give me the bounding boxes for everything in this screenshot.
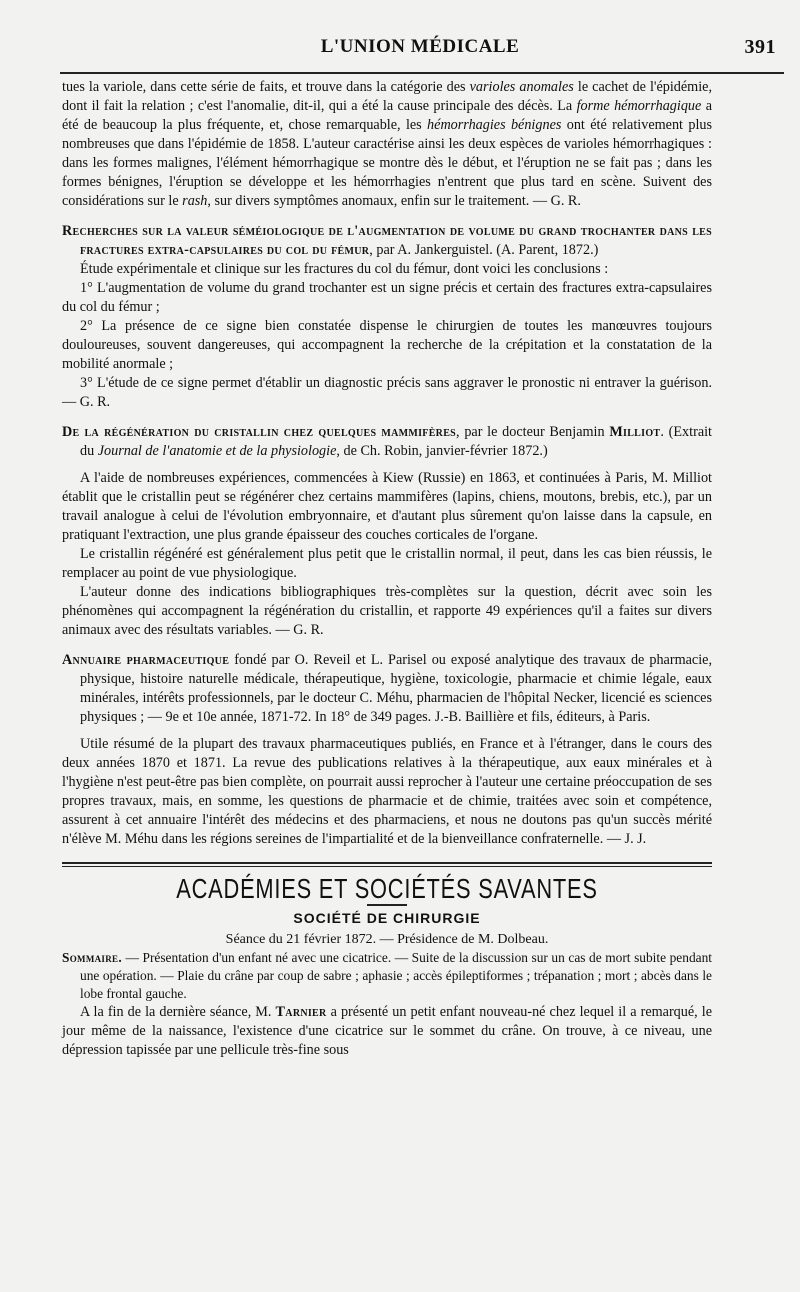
running-header — [60, 36, 780, 72]
short-rule — [367, 904, 407, 906]
page-number: 391 — [744, 36, 776, 58]
entry-paragraph: 1° L'augmentation de volume du grand trochanter est un signe précis et certain des fractures extra-capsulaires du col du fémur ; — [62, 280, 712, 315]
review-entry-femur — [62, 222, 712, 412]
society-name: SOCIÉTÉ DE CHIRURGIE — [293, 910, 481, 926]
entry-paragraph: L'auteur donne des indications bibliographiques très-complètes sur la question, décrit avec soin les phénomènes qui accompagnent la régénération du cristallin, et rapporte 49 expériences qu'il a faites sur divers animaux avec des résultats variables. — G. R. — [62, 584, 712, 638]
entry-paragraph: A l'aide de nombreuses expériences, commencées à Kiew (Russie) en 1863, et continuées à Paris, M. Milliot établit que le cristallin peut se régénérer chez certains mammifères (lapins, chiens, moutons, brebis, etc.), par un travail analogue à celui de l'évolution embryonnaire, et d'autant plus sûrement qu'on laisse dans la capsule, en pratiquant l'extraction, une plus grande épaisseur des couches corticales de l'organe. — [62, 470, 712, 543]
review-entry-cristallin — [62, 423, 712, 640]
entry-paragraph: Le cristallin régénéré est généralement plus petit que le cristallin normal, il peut, dans les cas bien réussis, le remplacer au point de vue physiologique. — [62, 546, 712, 581]
header-rule — [60, 72, 784, 74]
section-title: ACADÉMIES ET SOCIÉTÉS SAVANTES — [176, 873, 598, 904]
article-body — [62, 78, 712, 1060]
sommaire: Sommaire. — Présentation d'un enfant né avec une cicatrice. — Suite de la discussion sur un cas de mort subite pendant une opération. — Plaie du crâne par coup de sabre ; aphasie ; accès épileptiformes ; trépanation ; mort ; abcès dans le lobe frontal gauche. — [62, 950, 712, 1001]
entry-paragraph: 2° La présence de ce signe bien constatée dispense le chirurgien de toutes les manœuvres toujours douloureuses, souvent dangereuses, qui accompagnent la recherche de la crépitation et la constatation de la mobilité anormale ; — [62, 318, 712, 372]
section-divider — [62, 862, 712, 867]
journal-title: L'UNION MÉDICALE — [320, 36, 520, 57]
entry-heading: De la régénération du cristallin chez quelques mammifères, par le docteur Benjamin Milliot. (Extrait du Journal de l'anatomie et de la physiologie, de Ch. Robin, janvier-février 1872.) — [62, 424, 713, 459]
entry-paragraph: 3° L'étude de ce signe permet d'établir un diagnostic précis sans aggraver le pronostic ni entraver la guérison. — G. R. — [62, 375, 712, 410]
entry-paragraph: Étude expérimentale et clinique sur les fractures du col du fémur, dont voici les conclusions : — [80, 261, 609, 277]
intro-paragraph: tues la variole, dans cette série de faits, et trouve dans la catégorie des varioles anomales le cachet de l'épidémie, dont il fait la relation ; c'est l'anomalie, dit-il, qui a été la cause principale des décès. La forme hémorrhagique a été de beaucoup la plus fréquente, et, chose remarquable, les hémorrhagies bénignes ont été relativement plus nombreuses que dans l'épidémie de 1858. L'auteur caractérise ainsi les deux espèces de varioles hémorrhagiques : dans les formes malignes, l'élément hémorrhagique se montre dès le début, et l'éruption ne se fait pas ; dans les formes bénignes, l'éruption se développe et les hémorrhagies n'entrent que plus tard en scène. Suivent des considérations sur le rash, sur divers symptômes anomaux, enfin sur le traitement. — G. R. — [62, 79, 712, 209]
entry-heading: Recherches sur la valeur séméiologique de l'augmentation de volume du grand trochanter dans les fractures extra-capsulaires du col du fémur, par A. Jankerguistel. (A. Parent, 1872.) — [62, 223, 712, 258]
review-entry-annuaire — [62, 651, 712, 849]
session-line: Séance du 21 février 1872. — Présidence de M. Dolbeau. — [225, 932, 549, 947]
entry-paragraph: Utile résumé de la plupart des travaux pharmaceutiques publiés, en France et à l'étranger, dans le cours des deux années 1870 et 1871. La revue des publications relatives à la thérapeutique, aux eaux minérales et à l'hygiène n'est peut-être pas bien complète, on pourrait aussi reprocher à l'auteur une certaine préoccupation de ses propres travaux, mais, en somme, les questions de pharmacie et de chimie, traitées avec soin et compétence, assurent à cet annuaire l'intérêt des médecins et des pharmaciens, et nous ne doutons pas qu'un succès mérité n'élève M. Méhu dans les régions sereines de l'impartialité et de la bienveillance confraternelle. — J. J. — [62, 736, 712, 847]
final-paragraph: A la fin de la dernière séance, M. Tarnier a présenté un petit enfant nouveau-né chez lequel il a remarqué, le jour même de la naissance, l'existence d'une cicatrice sur le sommet du crâne. On trouve, à ce niveau, une dépression tapissée par une pellicule très-fine sous — [62, 1004, 712, 1058]
entry-heading: Annuaire pharmaceutique fondé par O. Reveil et L. Parisel ou exposé analytique des travaux de pharmacie, physique, histoire naturelle médicale, thérapeutique, hygiène, toxicologie, pharmacie et chimie légale, eaux minérales, intérêts professionnels, par le docteur C. Méhu, pharmacien de l'hôpital Necker, licencié es sciences physiques ; — 9e et 10e année, 1871-72. In 18° de 349 pages. J.-B. Baillière et fils, éditeurs, à Paris. — [62, 652, 712, 725]
